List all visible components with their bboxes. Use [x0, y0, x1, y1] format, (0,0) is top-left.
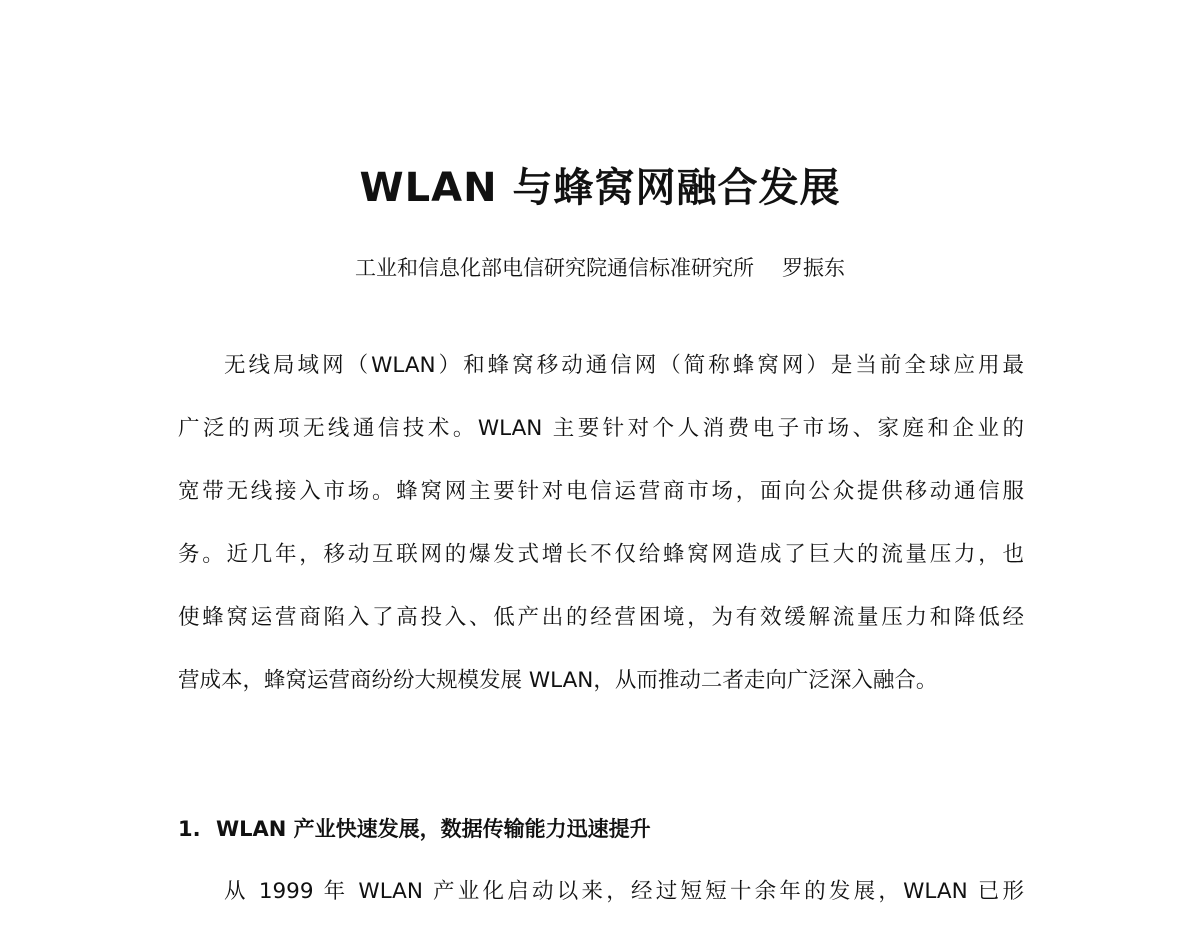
paragraph-line: 无线局域网（WLAN）和蜂窝移动通信网（简称蜂窝网）是当前全球应用最	[224, 353, 1024, 378]
section-number: 1.	[178, 817, 201, 841]
section-paragraph	[178, 860, 1024, 923]
author-line	[0, 253, 1200, 283]
paragraph-line: 使蜂窝运营商陷入了高投入、低产出的经营困境，为有效缓解流量压力和降低经	[178, 605, 1024, 630]
author-name: 罗振东	[782, 256, 845, 280]
paragraph-line: 广泛的两项无线通信技术。WLAN 主要针对个人消费电子市场、家庭和企业的	[178, 416, 1024, 441]
section-title: WLAN 产业快速发展，数据传输能力迅速提升	[216, 817, 651, 841]
document-title: WLAN 与蜂窝网融合发展	[359, 165, 841, 211]
paragraph-line: 务。近几年，移动互联网的爆发式增长不仅给蜂窝网造成了巨大的流量压力，也	[178, 542, 1024, 567]
section-heading	[178, 814, 651, 844]
intro-paragraph	[178, 334, 1024, 712]
paragraph-line: 宽带无线接入市场。蜂窝网主要针对电信运营商市场，面向公众提供移动通信服	[178, 479, 1024, 504]
affiliation: 工业和信息化部电信研究院通信标准研究所	[355, 256, 754, 280]
paragraph-line: 从 1999 年 WLAN 产业化启动以来，经过短短十余年的发展，WLAN 已形	[224, 879, 1024, 904]
paragraph-line: 营成本，蜂窝运营商纷纷大规模发展 WLAN，从而推动二者走向广泛深入融合。	[178, 668, 938, 693]
